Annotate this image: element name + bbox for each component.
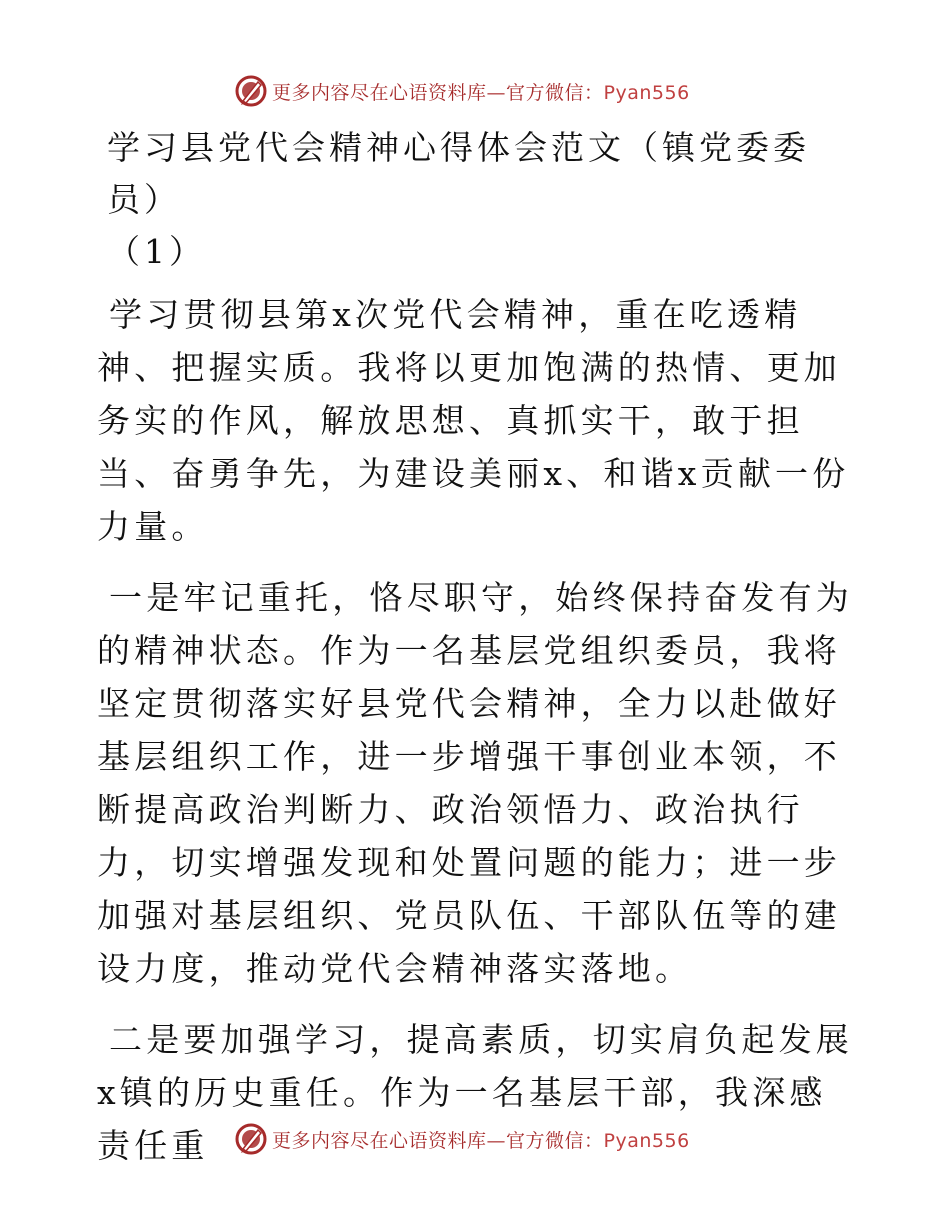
document-body (97, 122, 857, 1190)
title-line-2: （1） (107, 232, 206, 271)
pen-seal-icon (234, 1122, 268, 1156)
watermark-text (272, 1126, 690, 1153)
header-watermark (234, 74, 690, 108)
paragraph-intro: 学习贯彻县第x次党代会精神，重在吃透精神、把握实质。我将以更加饱满的热情、更加务实的作风，解放思想、真抓实干，敢于担当、奋勇争先，为建设美丽x、和谐x贡献一份力量。 (97, 295, 850, 546)
pen-seal-icon (234, 74, 268, 108)
watermark-wechat-id: Pyan556 (603, 81, 690, 104)
watermark-wechat-id: Pyan556 (603, 1129, 690, 1152)
watermark-separator: — (486, 81, 507, 104)
watermark-site: 更多内容尽在心语资料库 (272, 1129, 487, 1152)
footer-watermark (234, 1122, 690, 1156)
paragraph-point-one: 一是牢记重托，恪尽职守，始终保持奋发有为的精神状态。作为一名基层党组织委员，我将坚定贯彻落实好县党代会精神，全力以赴做好基层组织工作，进一步增强干事创业本领，不断提高政治判断力、政治领悟力、政治执行力，切实增强发现和处置问题的能力；进一步加强对基层组织、党员队伍、干部队伍等的建设力度，推动党代会精神落实落地。 (97, 578, 853, 988)
watermark-wechat-label: 官方微信： (506, 1129, 604, 1152)
watermark-wechat-label: 官方微信： (506, 81, 604, 104)
document-title (107, 122, 857, 278)
watermark-separator: — (486, 1129, 507, 1152)
paragraph-point-two: 二是要加强学习，提高素质，切实肩负起发展x镇的历史重任。作为一名基层干部，我深感责任重 (97, 1020, 853, 1165)
watermark-text (272, 78, 690, 105)
title-line-1: 学习县党代会精神心得体会范文（镇党委委员） (107, 128, 810, 219)
watermark-site: 更多内容尽在心语资料库 (272, 81, 487, 104)
